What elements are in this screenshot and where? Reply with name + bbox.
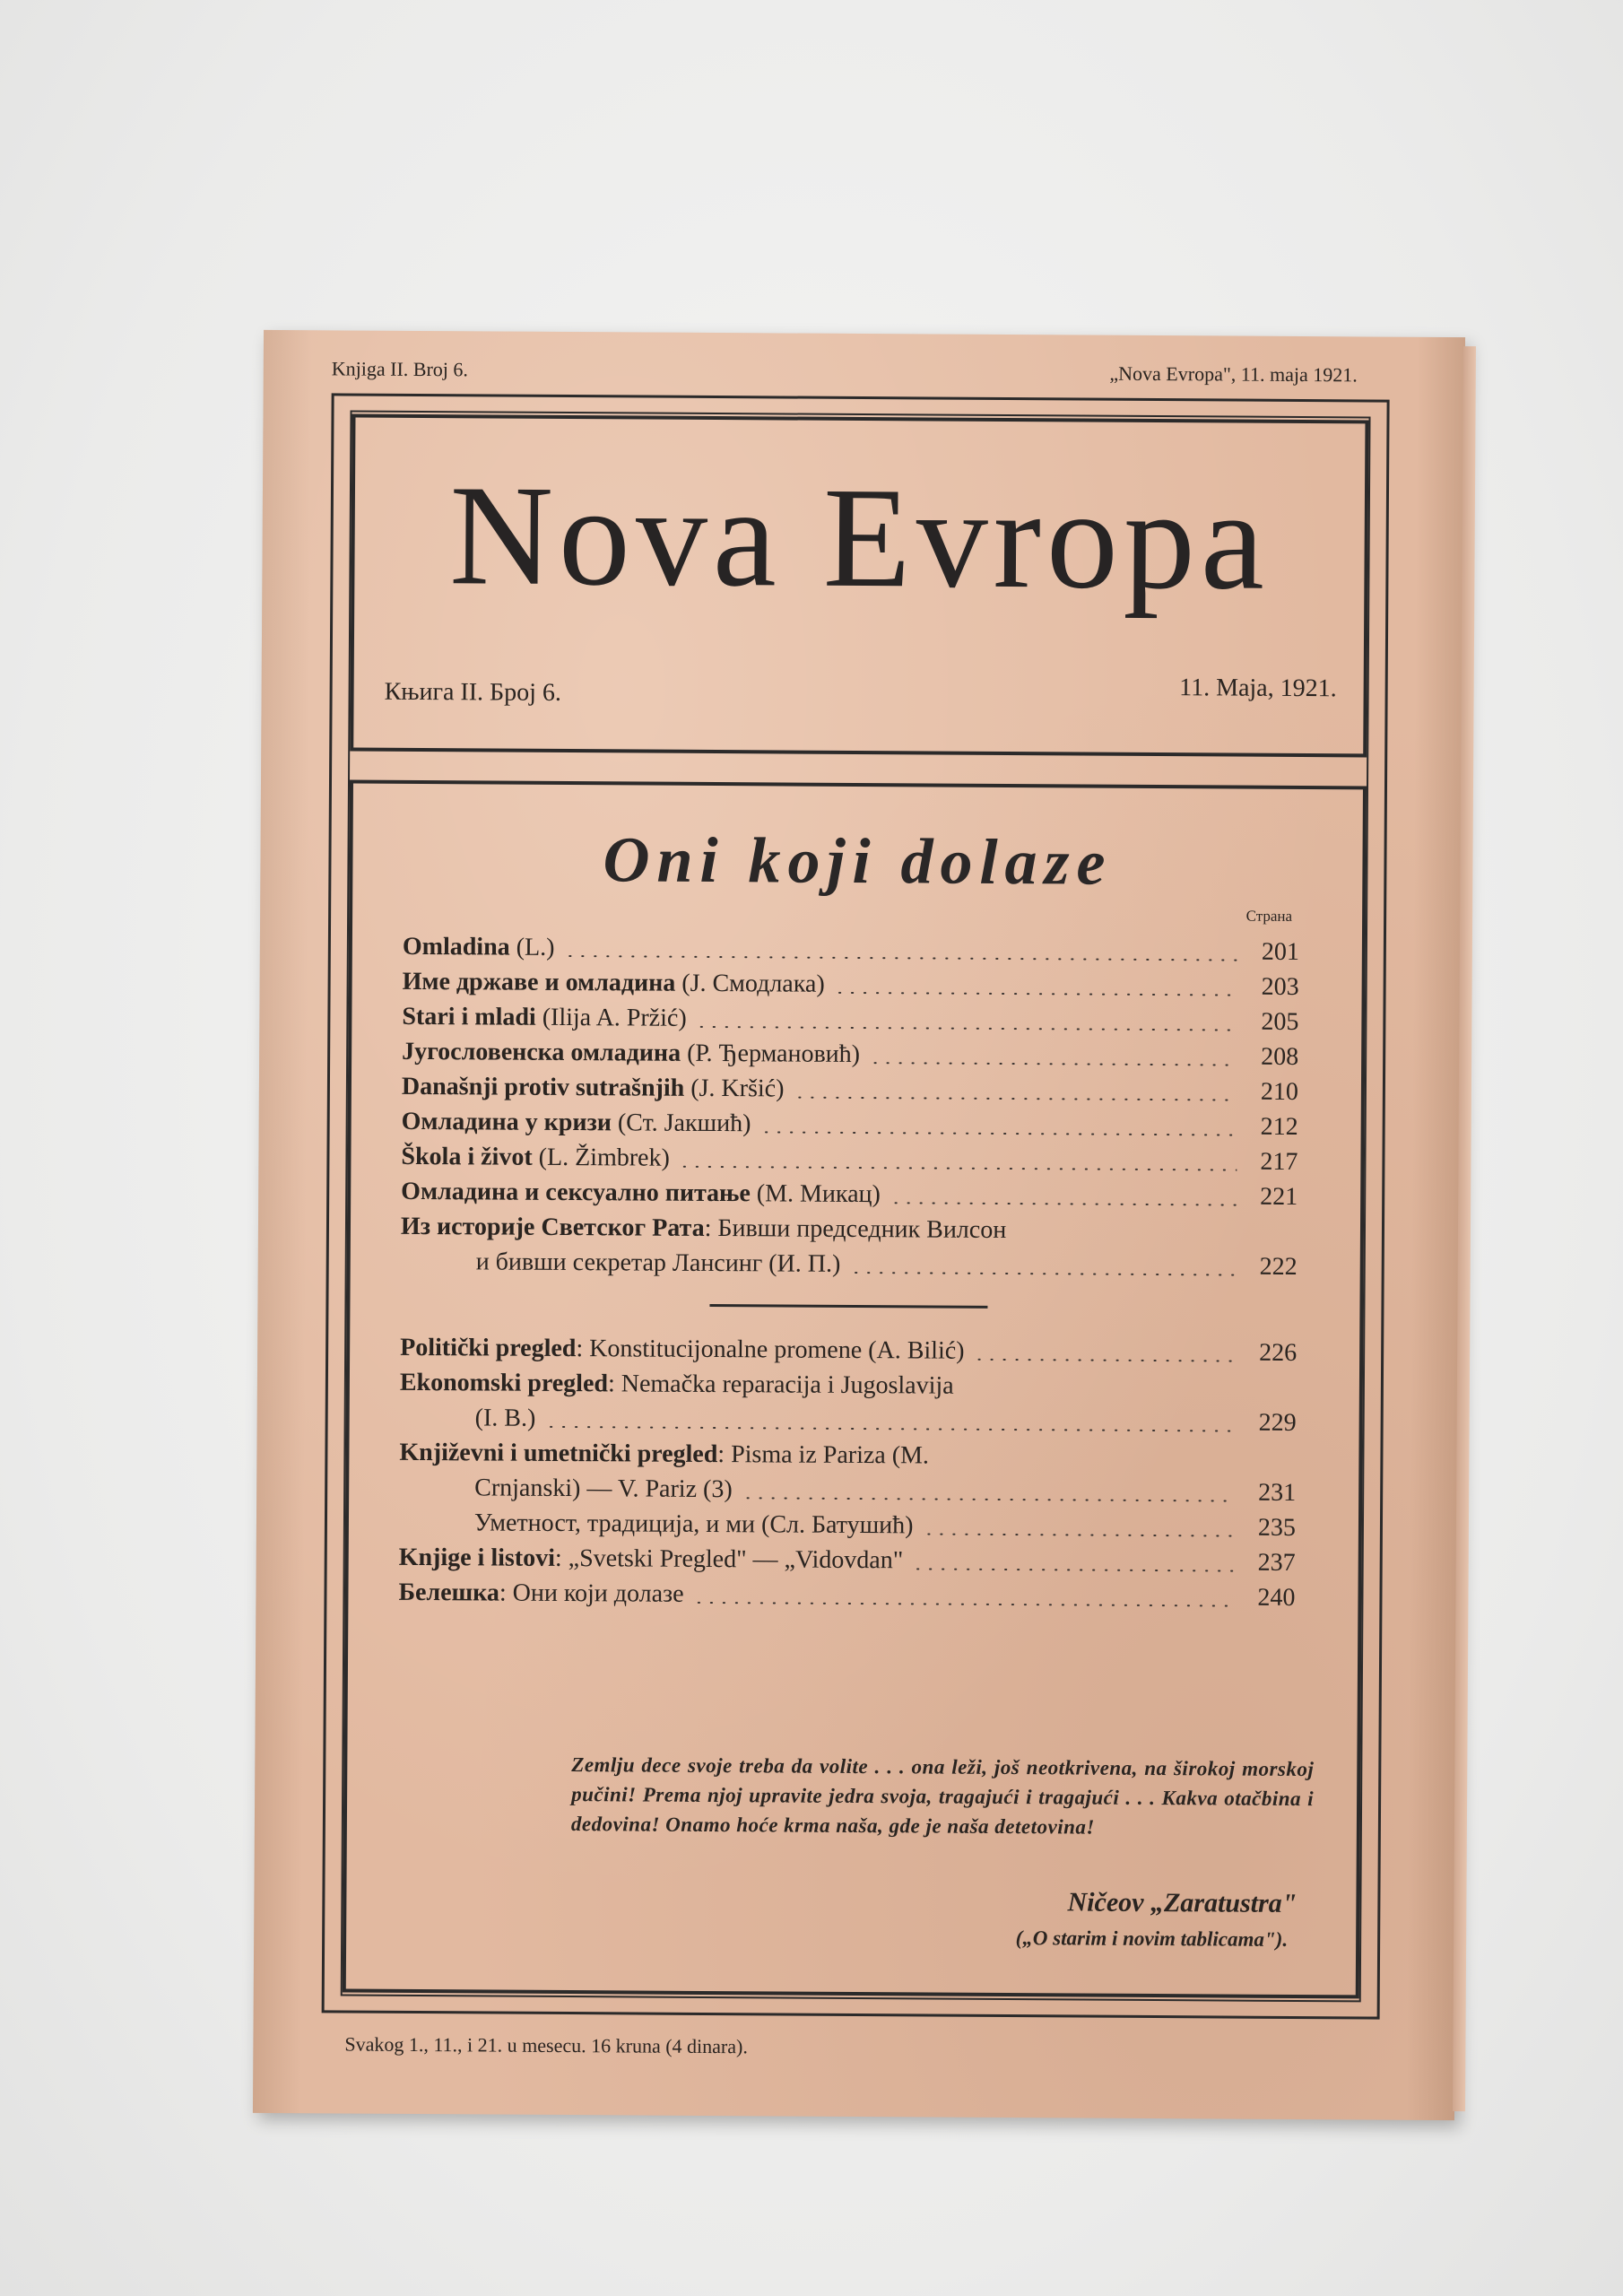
- toc-entry: [402, 999, 1298, 1039]
- issue-number: Књига II. Број 6.: [384, 677, 562, 707]
- toc-entry-page: 226: [1259, 1338, 1298, 1367]
- dot-leader: [563, 955, 1237, 961]
- toc-entries: [398, 929, 1299, 1615]
- toc-entry: [399, 1435, 1296, 1475]
- table-of-contents: [343, 780, 1367, 1999]
- toc-entry: [401, 1174, 1298, 1214]
- dot-leader: [696, 1026, 1238, 1031]
- toc-entry-author: (L. Žimbrek): [532, 1143, 670, 1172]
- publication-schedule: Svakog 1., 11., i 21. u mesecu. 16 kruna (4 dinara).: [344, 2032, 748, 2058]
- toc-entry: [402, 1069, 1298, 1109]
- toc-entry-title: Омладина и сексуално питање: [401, 1177, 751, 1208]
- toc-entry: [403, 964, 1299, 1004]
- toc-entry-page: 229: [1258, 1408, 1297, 1437]
- toc-entry: [402, 1104, 1298, 1144]
- toc-entry: [403, 929, 1299, 970]
- toc-entry: [399, 1540, 1296, 1580]
- toc-entry-title: Ekonomski pregled: [399, 1368, 609, 1398]
- masthead: [350, 414, 1368, 758]
- toc-entry-author: (J. Kršić): [684, 1074, 785, 1103]
- toc-entry: [398, 1575, 1295, 1615]
- toc-entry-page: 210: [1260, 1077, 1299, 1106]
- toc-entry: [401, 1139, 1298, 1179]
- toc-entry-subtitle: Уметност, традиција, и ми (Сл. Батушић): [473, 1509, 914, 1540]
- toc-entry-page: 212: [1260, 1112, 1298, 1141]
- epigraph-source: („O starim i novim tablicama").: [1015, 1926, 1289, 1951]
- toc-entry: [400, 1330, 1297, 1370]
- toc-entry-subtitle: : Бивши председник Вилсон: [704, 1213, 1007, 1245]
- toc-entry-author: (L.): [509, 933, 555, 961]
- toc-entry: [399, 1505, 1296, 1545]
- dot-leader: [679, 1166, 1237, 1171]
- magazine-title: Nova Evropa: [448, 455, 1271, 620]
- page-column-header: Страна: [1245, 907, 1293, 925]
- toc-entry: [400, 1365, 1297, 1405]
- toc-entry-title: Омладина у кризи: [401, 1107, 612, 1137]
- section-divider: [709, 1304, 987, 1309]
- dot-leader: [973, 1359, 1236, 1362]
- toc-entry-subtitle-cont: (I. B.): [474, 1404, 536, 1432]
- toc-entry-author: (Ст. Јакшић): [611, 1109, 751, 1138]
- toc-entry-page: 237: [1257, 1548, 1296, 1577]
- toc-entry-subtitle: : Они који долазе: [499, 1578, 684, 1608]
- toc-entry-subtitle: : „Svetski Pregled" — „Vidovdan": [554, 1544, 904, 1575]
- dot-leader: [869, 1062, 1237, 1066]
- dot-leader: [912, 1568, 1235, 1571]
- dot-leader: [849, 1272, 1236, 1276]
- toc-entry-page: 217: [1260, 1147, 1298, 1176]
- toc-entry-page: 240: [1257, 1583, 1296, 1612]
- magazine-cover: [253, 330, 1465, 2120]
- dot-leader: [793, 1097, 1237, 1101]
- dot-leader: [834, 992, 1238, 996]
- outer-frame: [322, 393, 1390, 2019]
- header-volume: Knjiga II. Broj 6.: [331, 357, 469, 381]
- toc-entry-title: Današnji protiv sutrašnjih: [401, 1072, 685, 1102]
- issue-date: 11. Maja, 1921.: [1179, 674, 1337, 703]
- toc-entry-title: Југословенска омладина: [402, 1037, 681, 1067]
- toc-entry-author: (J. Смодлака): [675, 969, 825, 998]
- toc-entry-author: (Ilija A. Pržić): [535, 1003, 687, 1032]
- dot-leader: [742, 1497, 1236, 1501]
- toc-entry-page: 222: [1259, 1252, 1298, 1281]
- epigraph-attribution: Ničeov „Zaratustra": [1067, 1887, 1298, 1918]
- toc-entry-continuation: [399, 1470, 1296, 1510]
- toc-entry-page: 205: [1261, 1007, 1299, 1036]
- toc-entry-subtitle: : Pisma iz Pariza (M.: [717, 1440, 930, 1470]
- toc-entry-page: 208: [1261, 1042, 1299, 1071]
- toc-entry-title: Politički pregled: [400, 1333, 577, 1363]
- dot-leader: [759, 1131, 1237, 1135]
- toc-entry-page: 235: [1257, 1513, 1297, 1542]
- toc-entry-subtitle-cont: Crnjanski) — V. Pariz (3): [474, 1474, 733, 1504]
- toc-entry-title: Omladina: [402, 932, 510, 961]
- toc-entry-title: Белешка: [398, 1578, 500, 1607]
- toc-entry-page: 221: [1260, 1182, 1298, 1211]
- toc-entry-page: 231: [1258, 1478, 1297, 1507]
- toc-entry-title: Име државе и омладина: [402, 967, 676, 997]
- toc-entry-title: Književni i umetnički pregled: [399, 1438, 718, 1469]
- toc-entry-author: (М. Микац): [750, 1179, 881, 1209]
- toc-entry: [402, 1034, 1298, 1074]
- toc-entry-title: Из историје Светског Рата: [400, 1212, 705, 1242]
- toc-entry-title: Stari i mladi: [402, 1002, 536, 1031]
- running-header: [332, 357, 1358, 390]
- header-date: „Nova Evropa", 11. maja 1921.: [1109, 361, 1358, 387]
- dot-leader: [693, 1602, 1235, 1607]
- epigraph-text: Zemlju dece svoje treba da volite . . . ona leži, još neotkrivena, na širokoj morskoj pučini! Prema njoj upravite jedra svoja, tragajući i tragajući . . . Kakva otačbina i dedovina! Onamo hoće krma naša, gde je naša detetovina!: [570, 1753, 1315, 1839]
- toc-entry: [401, 1209, 1298, 1249]
- dot-leader: [544, 1426, 1235, 1432]
- toc-entry-title: Knjige i listovi: [398, 1543, 556, 1572]
- toc-entry-page: 201: [1261, 937, 1299, 966]
- toc-entry-author: (Р. Ђермановић): [681, 1039, 861, 1069]
- toc-entry-page: 203: [1261, 972, 1299, 1001]
- toc-entry-continuation: [401, 1244, 1298, 1284]
- toc-entry-title: Škola i život: [401, 1142, 533, 1171]
- toc-entry-continuation: [400, 1400, 1297, 1440]
- toc-entry-subtitle: : Nemačka reparacija i Jugoslavija: [607, 1370, 954, 1400]
- dot-leader: [922, 1533, 1234, 1536]
- toc-entry-subtitle-cont: и бивши секретар Лансинг (И. П.): [475, 1248, 841, 1278]
- dot-leader: [890, 1202, 1237, 1205]
- issue-theme-title: Oni koji dolaze: [603, 823, 1113, 899]
- toc-entry-subtitle: : Konstitucijonalne promene (A. Bilić): [576, 1335, 965, 1365]
